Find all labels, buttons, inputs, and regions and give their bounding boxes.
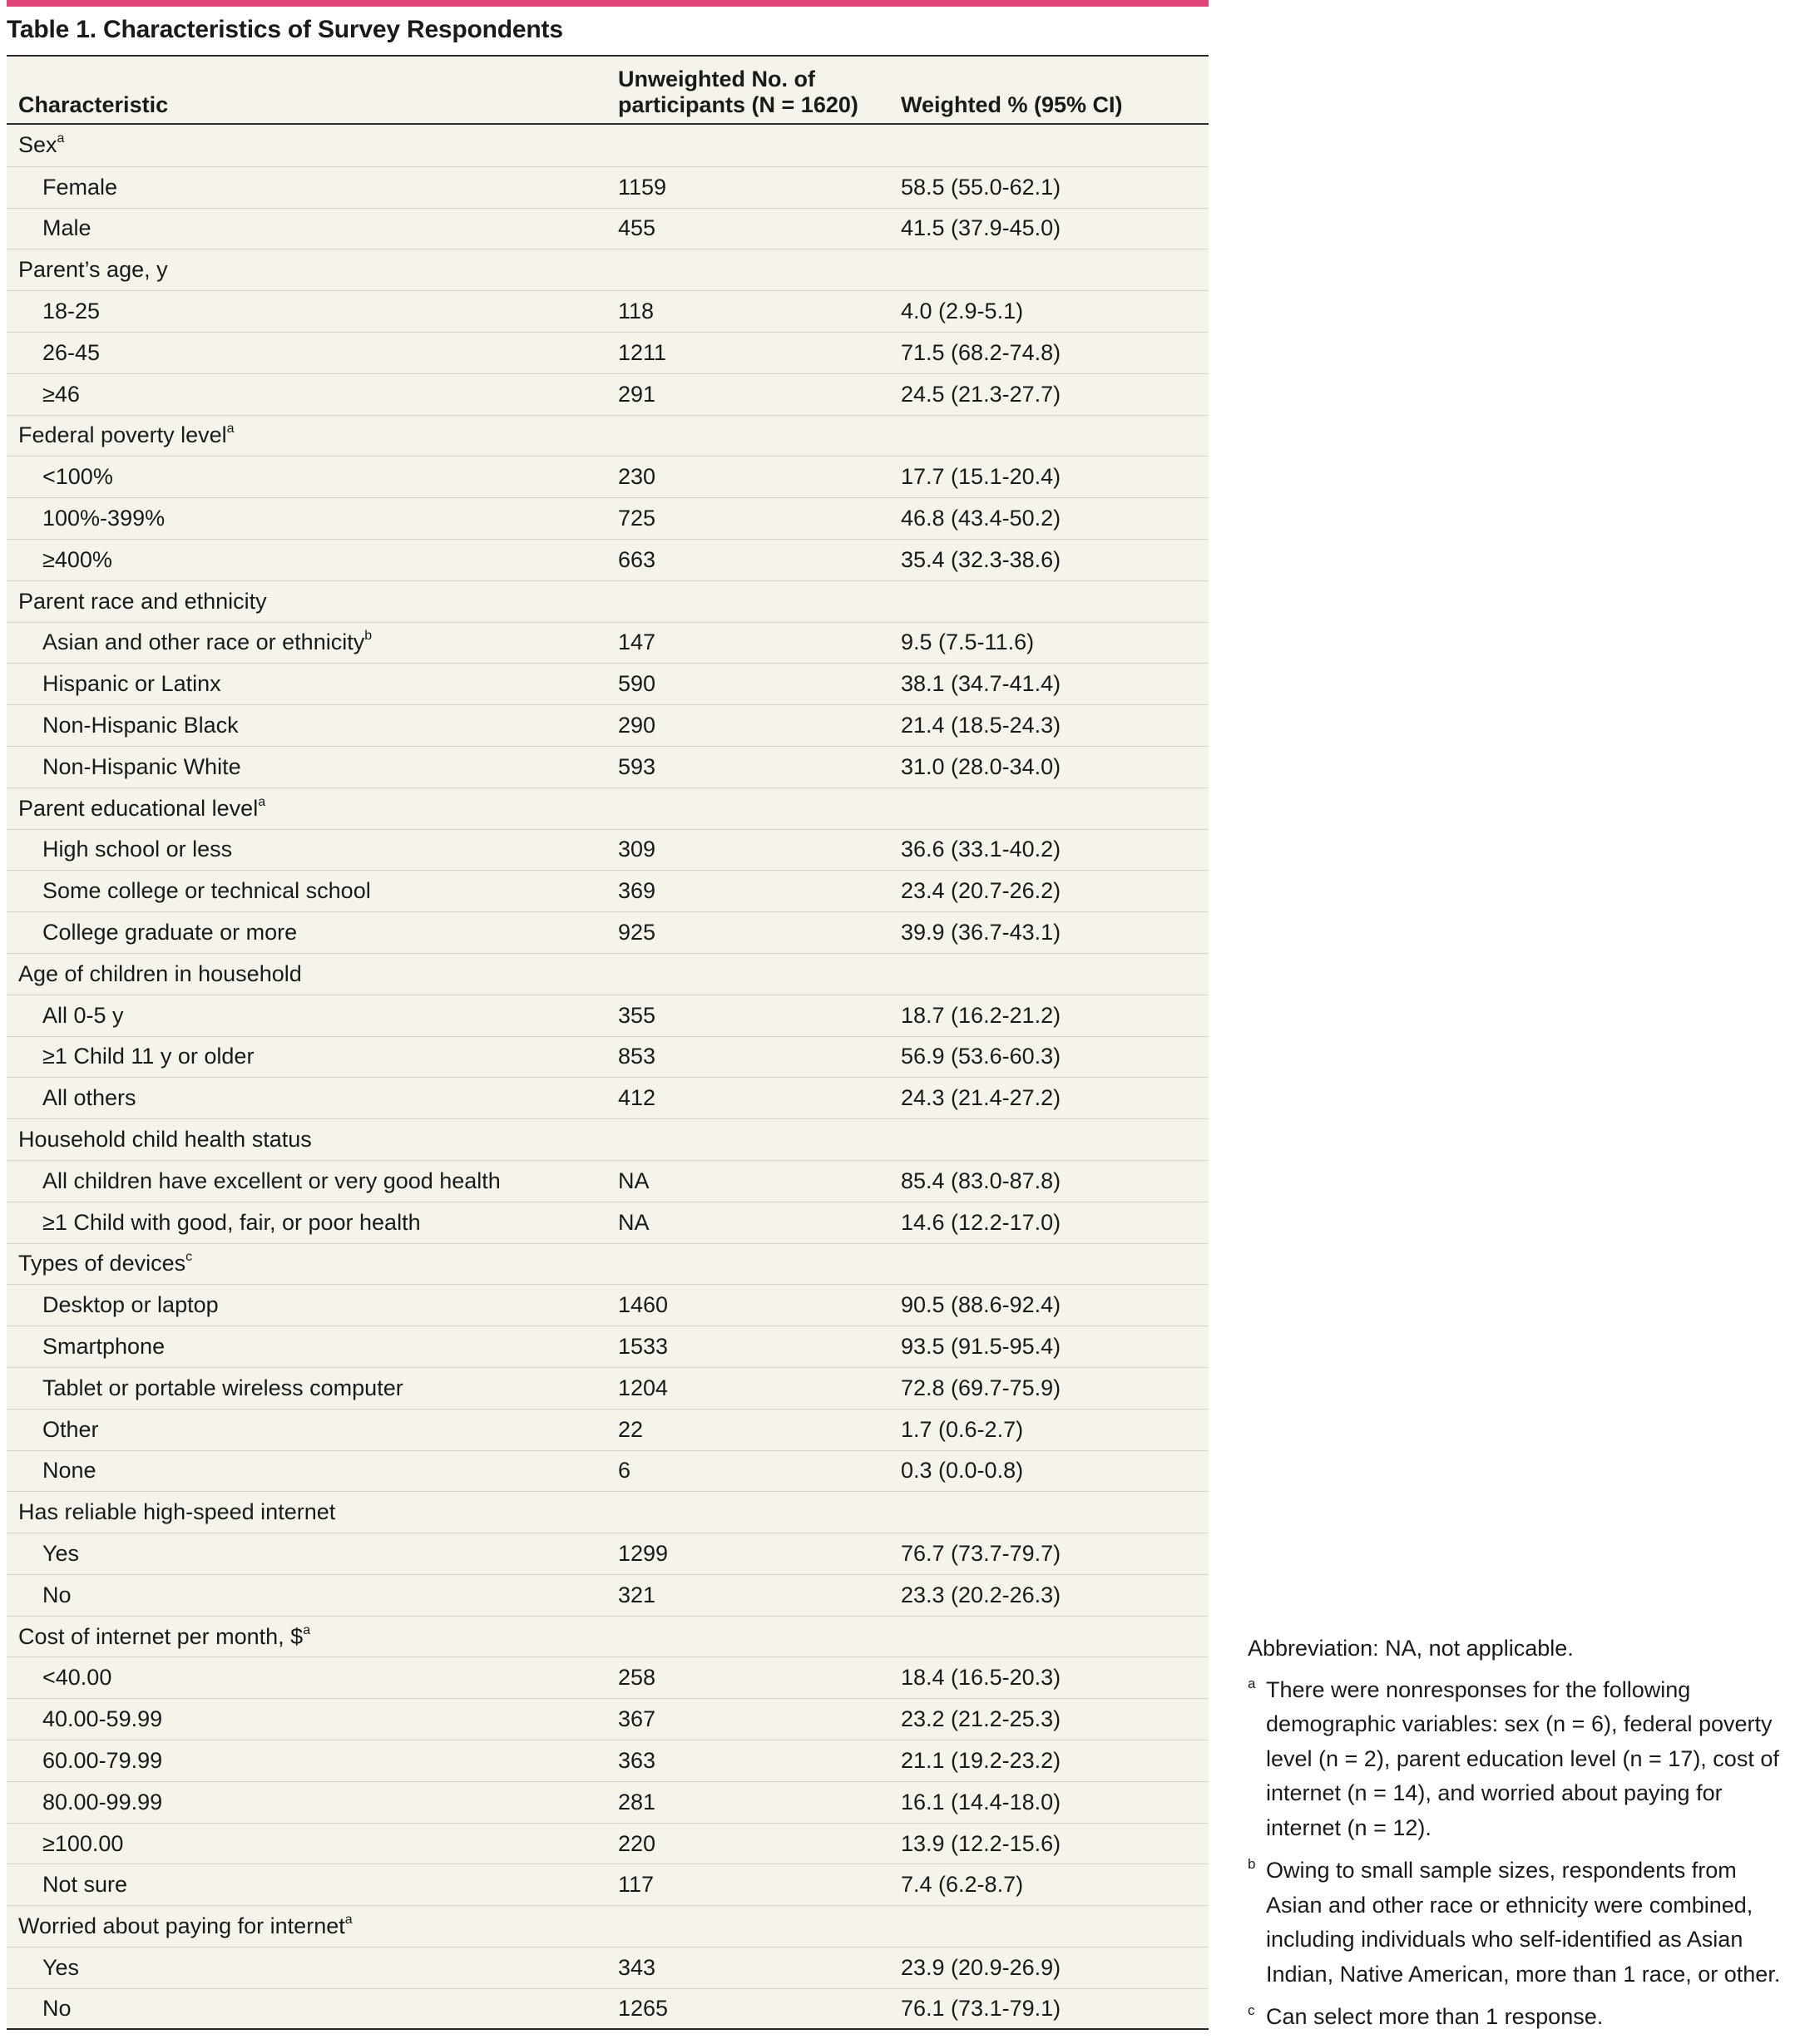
characteristic-label: Household child health status xyxy=(18,1127,312,1153)
unweighted-count-cell: 412 xyxy=(618,1085,656,1111)
category-row xyxy=(7,787,1209,829)
weighted-percent-cell: 93.5 (91.5-95.4) xyxy=(901,1334,1061,1359)
table-row xyxy=(7,1284,1209,1326)
characteristic-cell xyxy=(7,920,616,945)
unweighted-count-cell: 1460 xyxy=(618,1292,669,1318)
weighted-percent-cell: 0.3 (0.0-0.8) xyxy=(901,1458,1024,1484)
header-unweighted-line2: participants (N = 1620) xyxy=(618,92,858,117)
weighted-percent-cell: 90.5 (88.6-92.4) xyxy=(901,1292,1061,1318)
characteristic-cell xyxy=(7,1996,616,2022)
characteristic-cell xyxy=(7,1872,616,1898)
unweighted-count-cell: NA xyxy=(618,1168,650,1193)
table-row xyxy=(7,870,1209,911)
characteristic-label: <40.00 xyxy=(42,1665,112,1691)
characteristic-label: ≥1 Child with good, fair, or poor health xyxy=(42,1209,421,1235)
table-row xyxy=(7,456,1209,497)
table-row xyxy=(7,1988,1209,2030)
characteristic-cell xyxy=(7,464,616,490)
characteristic-cell xyxy=(7,1251,616,1276)
unweighted-count-cell: NA xyxy=(618,1209,650,1235)
characteristic-cell xyxy=(7,1748,616,1774)
category-row xyxy=(7,1243,1209,1285)
characteristic-cell xyxy=(7,1582,616,1608)
footnote-mark: a xyxy=(1248,1675,1256,1691)
characteristic-label: All 0-5 y xyxy=(42,1002,124,1028)
category-row xyxy=(7,415,1209,457)
characteristic-cell xyxy=(7,961,616,987)
characteristic-cell xyxy=(7,1955,616,1981)
characteristic-label: Asian and other race or ethnicity xyxy=(42,629,365,655)
characteristic-cell xyxy=(7,1499,616,1525)
table-row xyxy=(7,332,1209,373)
characteristic-cell xyxy=(7,1085,616,1111)
weighted-percent-cell: 35.4 (32.3-38.6) xyxy=(901,546,1061,572)
table-row xyxy=(7,1533,1209,1574)
unweighted-count-cell: 1265 xyxy=(618,1995,669,2021)
unweighted-count-cell: 22 xyxy=(618,1416,644,1442)
unweighted-count-cell: 355 xyxy=(618,1002,656,1028)
weighted-percent-cell: 58.5 (55.0-62.1) xyxy=(901,174,1061,200)
unweighted-count-cell: 1204 xyxy=(618,1375,669,1400)
footnote-mark: b xyxy=(1248,1856,1256,1872)
table-header-row xyxy=(7,57,1209,125)
footnote-c xyxy=(1248,2000,1788,2035)
unweighted-count-cell: 258 xyxy=(618,1665,656,1691)
unweighted-count-cell: 363 xyxy=(618,1747,656,1773)
unweighted-count-cell: 220 xyxy=(618,1830,656,1856)
characteristic-cell xyxy=(7,132,616,158)
characteristic-label: No xyxy=(42,1582,72,1607)
characteristic-cell xyxy=(7,837,616,862)
characteristic-cell xyxy=(7,713,616,738)
characteristic-cell xyxy=(7,340,616,366)
category-row xyxy=(7,953,1209,995)
footnote-mark: c xyxy=(1248,2002,1255,2018)
weighted-percent-cell: 7.4 (6.2-8.7) xyxy=(901,1872,1024,1898)
characteristic-cell xyxy=(7,175,616,200)
unweighted-count-cell: 147 xyxy=(618,629,656,655)
table-row xyxy=(7,704,1209,746)
unweighted-count-cell: 1299 xyxy=(618,1540,669,1566)
characteristic-label: Types of devices xyxy=(18,1251,186,1276)
characteristic-cell xyxy=(7,299,616,324)
characteristic-label: High school or less xyxy=(42,837,233,862)
characteristic-cell xyxy=(7,1541,616,1567)
characteristic-label: 26-45 xyxy=(42,339,101,365)
weighted-percent-cell: 17.7 (15.1-20.4) xyxy=(901,464,1061,490)
characteristic-cell xyxy=(7,1913,616,1939)
weighted-percent-cell: 21.4 (18.5-24.3) xyxy=(901,713,1061,738)
weighted-percent-cell: 76.7 (73.7-79.7) xyxy=(901,1540,1061,1566)
characteristic-label: Parent race and ethnicity xyxy=(18,588,267,614)
characteristic-label: ≥46 xyxy=(42,381,80,407)
characteristic-label: Yes xyxy=(42,1954,80,1980)
table-row xyxy=(7,1450,1209,1492)
characteristic-label: Some college or technical school xyxy=(42,878,371,904)
characteristic-cell xyxy=(7,1831,616,1857)
characteristic-label: 80.00-99.99 xyxy=(42,1789,163,1814)
weighted-percent-cell: 76.1 (73.1-79.1) xyxy=(901,1995,1061,2021)
table-row xyxy=(7,1202,1209,1243)
weighted-percent-cell: 71.5 (68.2-74.8) xyxy=(901,339,1061,365)
table-body xyxy=(7,57,1209,2030)
weighted-percent-cell: 46.8 (43.4-50.2) xyxy=(901,506,1061,531)
characteristic-cell xyxy=(7,422,616,448)
table-row xyxy=(7,1160,1209,1202)
characteristic-cell xyxy=(7,878,616,904)
unweighted-count-cell: 291 xyxy=(618,381,656,407)
characteristic-cell xyxy=(7,1375,616,1401)
unweighted-count-cell: 663 xyxy=(618,546,656,572)
unweighted-count-cell: 369 xyxy=(618,878,656,904)
footnote-text: Can select more than 1 response. xyxy=(1266,2004,1604,2029)
header-weighted: Weighted % (95% CI) xyxy=(901,92,1123,117)
table-row xyxy=(7,1077,1209,1118)
characteristic-cell xyxy=(7,1044,616,1069)
footnote-list xyxy=(1248,1673,1788,2035)
table-row xyxy=(7,1698,1209,1740)
unweighted-count-cell: 321 xyxy=(618,1582,656,1607)
characteristic-label: 40.00-59.99 xyxy=(42,1706,163,1732)
weighted-percent-cell: 23.3 (20.2-26.3) xyxy=(901,1582,1061,1607)
unweighted-count-cell: 455 xyxy=(618,215,656,241)
characteristic-label: Hispanic or Latinx xyxy=(42,671,221,697)
characteristic-label: All children have excellent or very good health xyxy=(42,1168,501,1193)
footnote-a xyxy=(1248,1673,1788,1846)
characteristic-label: Has reliable high-speed internet xyxy=(18,1499,336,1525)
table-row xyxy=(7,1574,1209,1616)
characteristic-label: Yes xyxy=(42,1540,80,1566)
characteristic-cell xyxy=(7,1706,616,1732)
characteristic-label: ≥400% xyxy=(42,546,112,572)
characteristic-cell xyxy=(7,1790,616,1815)
characteristic-label: Parent educational level xyxy=(18,795,259,821)
characteristic-cell xyxy=(7,629,616,655)
table-row xyxy=(7,746,1209,787)
characteristic-label: 60.00-79.99 xyxy=(42,1747,163,1773)
category-row xyxy=(7,580,1209,622)
footnote-marker: a xyxy=(258,794,266,809)
characteristic-label: Male xyxy=(42,215,91,241)
characteristic-cell xyxy=(7,215,616,241)
characteristics-table xyxy=(7,0,1209,2030)
weighted-percent-cell: 4.0 (2.9-5.1) xyxy=(901,299,1024,324)
weighted-percent-cell: 24.3 (21.4-27.2) xyxy=(901,1085,1061,1111)
characteristic-cell xyxy=(7,257,616,283)
unweighted-count-cell: 117 xyxy=(618,1872,655,1898)
footnote-marker: a xyxy=(226,422,235,437)
unweighted-count-cell: 1159 xyxy=(618,174,667,200)
header-characteristic: Characteristic xyxy=(18,92,169,117)
table-row xyxy=(7,539,1209,580)
weighted-percent-cell: 23.4 (20.7-26.2) xyxy=(901,878,1061,904)
unweighted-count-cell: 925 xyxy=(618,920,656,945)
table-row xyxy=(7,497,1209,539)
characteristic-label: Non-Hispanic Black xyxy=(42,713,239,738)
characteristic-label: Not sure xyxy=(42,1872,128,1898)
table-rows xyxy=(7,125,1209,2030)
weighted-percent-cell: 18.4 (16.5-20.3) xyxy=(901,1665,1061,1691)
weighted-percent-cell: 24.5 (21.3-27.7) xyxy=(901,381,1061,407)
unweighted-count-cell: 367 xyxy=(618,1706,656,1732)
unweighted-count-cell: 590 xyxy=(618,671,656,697)
weighted-percent-cell: 31.0 (28.0-34.0) xyxy=(901,753,1061,779)
characteristic-label: All others xyxy=(42,1085,136,1111)
characteristic-label: ≥100.00 xyxy=(42,1830,124,1856)
weighted-percent-cell: 72.8 (69.7-75.9) xyxy=(901,1375,1061,1400)
weighted-percent-cell: 36.6 (33.1-40.2) xyxy=(901,837,1061,862)
characteristic-label: Parent’s age, y xyxy=(18,257,168,283)
table-row xyxy=(7,995,1209,1036)
category-row xyxy=(7,1905,1209,1947)
characteristic-cell xyxy=(7,1458,616,1484)
characteristic-cell xyxy=(7,382,616,407)
characteristic-label: ≥1 Child 11 y or older xyxy=(42,1044,255,1069)
footnote-marker: a xyxy=(57,131,65,146)
characteristic-cell xyxy=(7,1003,616,1029)
table-row xyxy=(7,829,1209,871)
characteristic-label: Worried about paying for internet xyxy=(18,1913,345,1939)
weighted-percent-cell: 1.7 (0.6-2.7) xyxy=(901,1416,1024,1442)
category-row xyxy=(7,1491,1209,1533)
category-row xyxy=(7,1616,1209,1657)
weighted-percent-cell: 39.9 (36.7-43.1) xyxy=(901,920,1061,945)
table-row xyxy=(7,1740,1209,1781)
footnote-b xyxy=(1248,1854,1788,1992)
table-row xyxy=(7,1864,1209,1905)
table-title: Table 1. Characteristics of Survey Respondents xyxy=(7,7,1209,57)
weighted-percent-cell: 41.5 (37.9-45.0) xyxy=(901,215,1061,241)
footnote-marker: b xyxy=(364,629,373,644)
table-row xyxy=(7,208,1209,249)
unweighted-count-cell: 593 xyxy=(618,753,656,779)
characteristic-cell xyxy=(7,1417,616,1443)
characteristic-label: <100% xyxy=(42,464,113,490)
unweighted-count-cell: 853 xyxy=(618,1044,656,1069)
unweighted-count-cell: 281 xyxy=(618,1789,656,1814)
characteristic-label: Age of children in household xyxy=(18,960,302,986)
weighted-percent-cell: 18.7 (16.2-21.2) xyxy=(901,1002,1061,1028)
footnote-text: There were nonresponses for the following demographic variables: sex (n = 6), federal poverty level (n = 2), parent education level (n = 17), cost of internet (n = 14), and worried about paying for internet (n = 12). xyxy=(1266,1676,1779,1840)
footnote-text: Owing to small sample sizes, respondents from Asian and other race or ethnicity were combined, including individuals who self-identified as Asian Indian, Native American, more than 1 race, or other. xyxy=(1266,1858,1781,1987)
characteristic-label: Smartphone xyxy=(42,1334,166,1359)
table-row xyxy=(7,290,1209,332)
table-row xyxy=(7,1326,1209,1367)
table-row xyxy=(7,911,1209,953)
footnotes xyxy=(1248,1632,1788,2043)
table-row xyxy=(7,1367,1209,1409)
weighted-percent-cell: 9.5 (7.5-11.6) xyxy=(901,629,1035,655)
characteristic-label: 18-25 xyxy=(42,299,101,324)
weighted-percent-cell: 16.1 (14.4-18.0) xyxy=(901,1789,1061,1814)
characteristic-cell xyxy=(7,1665,616,1691)
weighted-percent-cell: 56.9 (53.6-60.3) xyxy=(901,1044,1061,1069)
table-row xyxy=(7,1036,1209,1078)
characteristic-label: Cost of internet per month, $ xyxy=(18,1623,304,1649)
category-row xyxy=(7,249,1209,290)
characteristic-cell xyxy=(7,547,616,573)
footnote-marker: c xyxy=(185,1250,193,1265)
weighted-percent-cell: 13.9 (12.2-15.6) xyxy=(901,1830,1061,1856)
characteristic-cell xyxy=(7,754,616,780)
footnote-marker: a xyxy=(303,1622,311,1637)
unweighted-count-cell: 290 xyxy=(618,713,656,738)
table-row xyxy=(7,1823,1209,1864)
characteristic-cell xyxy=(7,506,616,531)
table-row xyxy=(7,373,1209,415)
characteristic-label: Federal poverty level xyxy=(18,422,227,448)
weighted-percent-cell: 85.4 (83.0-87.8) xyxy=(901,1168,1061,1193)
characteristic-label: 100%-399% xyxy=(42,506,166,531)
unweighted-count-cell: 1533 xyxy=(618,1334,669,1359)
accent-bar xyxy=(7,0,1209,7)
table-row xyxy=(7,1656,1209,1698)
table-row xyxy=(7,1781,1209,1823)
characteristic-cell xyxy=(7,1334,616,1360)
weighted-percent-cell: 38.1 (34.7-41.4) xyxy=(901,671,1061,697)
characteristic-label: Female xyxy=(42,174,118,200)
characteristic-label: Sex xyxy=(18,132,57,158)
characteristic-label: Other xyxy=(42,1416,99,1442)
table-row xyxy=(7,663,1209,704)
table-row xyxy=(7,1947,1209,1988)
table-row xyxy=(7,1409,1209,1450)
header-unweighted xyxy=(616,67,899,118)
characteristic-label: Tablet or portable wireless computer xyxy=(42,1375,403,1400)
characteristic-label: No xyxy=(42,1995,72,2021)
weighted-percent-cell: 21.1 (19.2-23.2) xyxy=(901,1747,1061,1773)
abbreviation-note: Abbreviation: NA, not applicable. xyxy=(1248,1636,1574,1661)
characteristic-cell xyxy=(7,1168,616,1194)
characteristic-cell xyxy=(7,796,616,822)
characteristic-label: College graduate or more xyxy=(42,920,298,945)
characteristic-label: Non-Hispanic White xyxy=(42,753,241,779)
category-row xyxy=(7,1118,1209,1160)
weighted-percent-cell: 23.2 (21.2-25.3) xyxy=(901,1706,1061,1732)
unweighted-count-cell: 1211 xyxy=(618,339,667,365)
characteristic-cell xyxy=(7,1210,616,1236)
unweighted-count-cell: 118 xyxy=(618,299,655,324)
characteristic-cell xyxy=(7,671,616,697)
unweighted-count-cell: 725 xyxy=(618,506,656,531)
header-unweighted-line1: Unweighted No. of xyxy=(618,67,815,91)
characteristic-cell xyxy=(7,1127,616,1153)
characteristic-cell xyxy=(7,1292,616,1318)
unweighted-count-cell: 343 xyxy=(618,1954,656,1980)
footnote-marker: a xyxy=(344,1913,353,1928)
category-row xyxy=(7,125,1209,166)
unweighted-count-cell: 230 xyxy=(618,464,656,490)
characteristic-label: Desktop or laptop xyxy=(42,1292,219,1318)
weighted-percent-cell: 23.9 (20.9-26.9) xyxy=(901,1954,1061,1980)
characteristic-label: None xyxy=(42,1458,96,1484)
table-row xyxy=(7,622,1209,664)
characteristic-cell xyxy=(7,1624,616,1650)
characteristic-cell xyxy=(7,589,616,615)
table-row xyxy=(7,166,1209,208)
unweighted-count-cell: 309 xyxy=(618,837,656,862)
unweighted-count-cell: 6 xyxy=(618,1458,631,1484)
weighted-percent-cell: 14.6 (12.2-17.0) xyxy=(901,1209,1061,1235)
